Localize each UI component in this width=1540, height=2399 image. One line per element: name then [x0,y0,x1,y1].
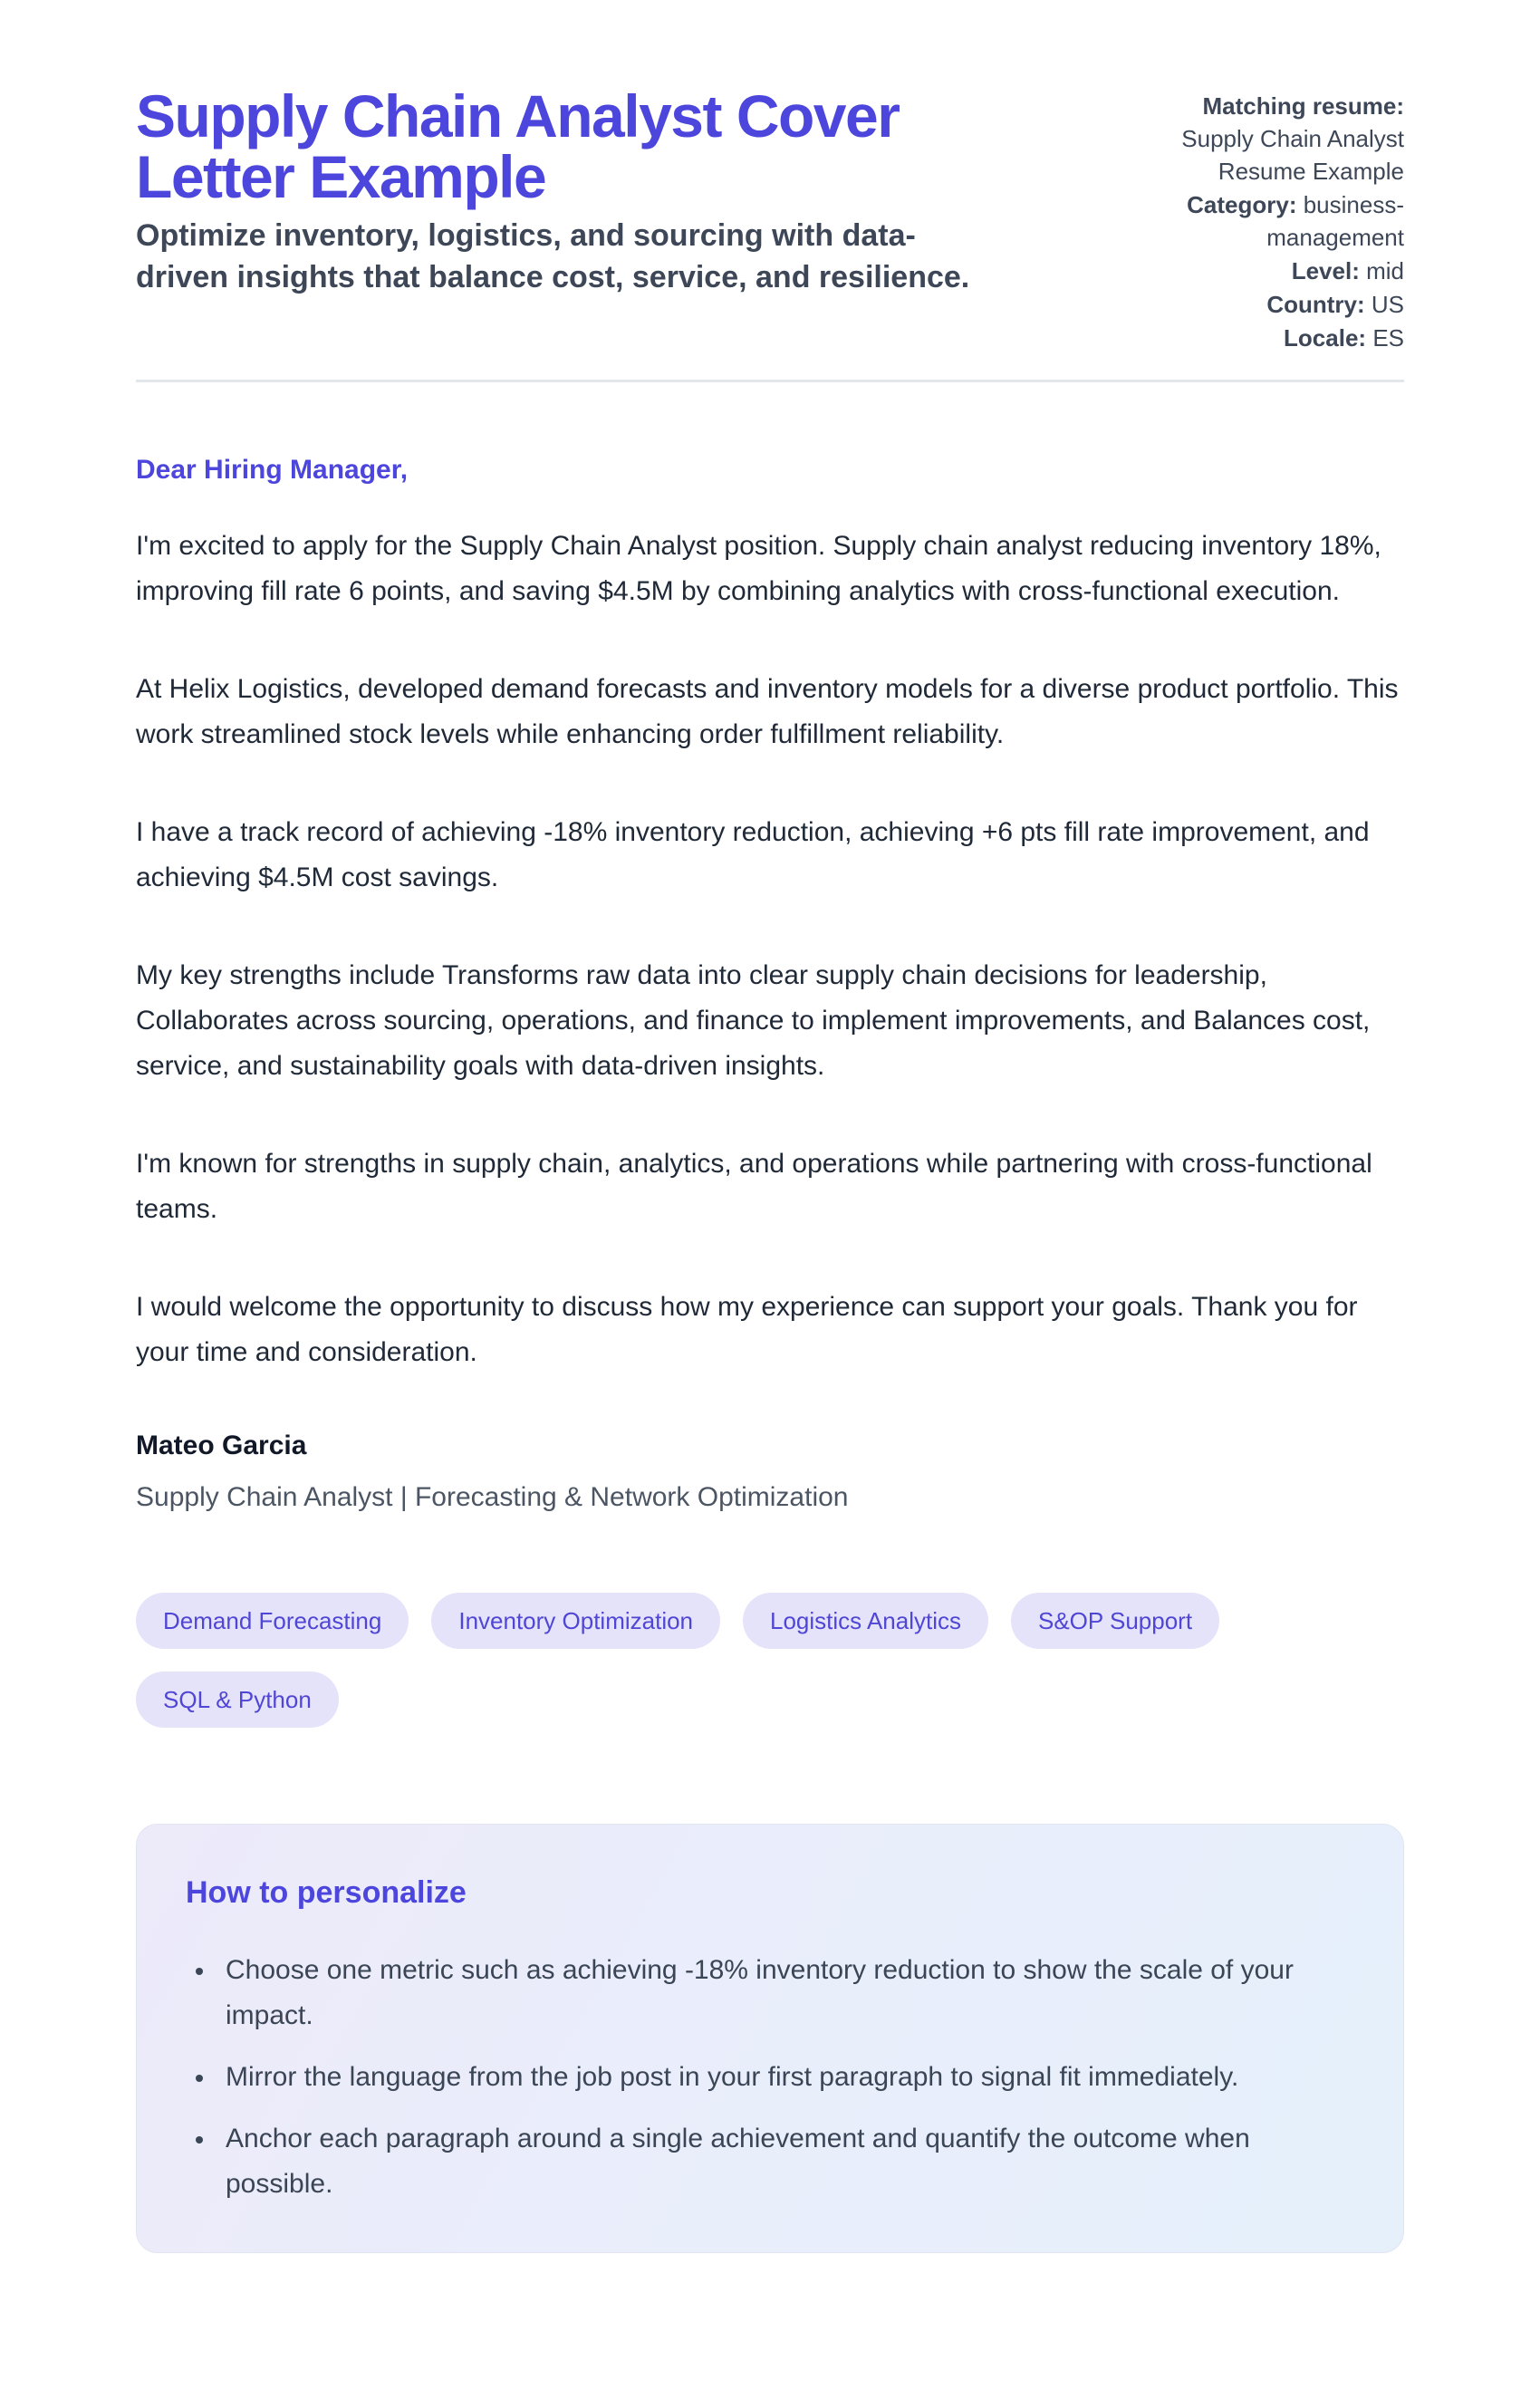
tips-card-title: How to personalize [186,1875,467,1910]
meta-value: Supply Chain Analyst Resume Example [1181,125,1404,185]
signature-role: Supply Chain Analyst | Forecasting & Network Optimization [136,1482,849,1512]
letter-paragraph: My key strengths include Transforms raw data into clear supply chain decisions for leadership, Collaborates across sourcing, operations, and finance to implement improvements, and Balances cost, service, and sustainability goals with data-driven insights. [136,960,1371,1081]
skill-tag-sop-support: S&OP Support [1011,1593,1219,1649]
meta-row-level [1152,255,1404,287]
header-divider [136,380,1404,382]
skill-tag-logistics-analytics: Logistics Analytics [743,1593,988,1649]
skill-tags-row [136,1593,1404,1728]
skill-tag-inventory-optimization: Inventory Optimization [431,1593,720,1649]
letter-paragraph: I'm excited to apply for the Supply Chain Analyst position. Supply chain analyst reducing inventory 18%, improving fill rate 6 points, and saving $4.5M by combining analytics with cross-functional execution. [136,531,1381,606]
letter-paragraph: I'm known for strengths in supply chain, analytics, and operations while partnering with cross-functional teams. [136,1149,1372,1224]
letter-paragraph: I would welcome the opportunity to discuss how my experience can support your goals. Thank you for your time and consideration. [136,1292,1358,1367]
meta-label: Level: [1291,257,1360,284]
tips-list-item: • Anchor each paragraph around a single achievement and quantify the outcome when possible. [217,2116,1354,2207]
meta-label: Country: [1266,291,1365,318]
meta-value: ES [1372,324,1404,352]
meta-row-country [1152,288,1404,321]
meta-value: US [1371,291,1404,318]
page-header [136,82,1404,355]
tips-list-item: • Mirror the language from the job post in your first paragraph to signal fit immediately. [217,2055,1354,2100]
letter-greeting: Dear Hiring Manager, [136,455,409,485]
meta-row-category [1152,188,1404,254]
meta-label: Matching resume: [1202,92,1404,120]
letter-body [136,452,1404,2253]
meta-label: Category: [1187,191,1297,218]
page-subtitle: Optimize inventory, logistics, and sourcing with data-driven insights that balance cost, service, and resilience. [136,218,970,294]
tips-list [186,1948,1354,2207]
skill-tag-sql-python: SQL & Python [136,1672,339,1728]
letter-paragraph: At Helix Logistics, developed demand forecasts and inventory models for a diverse product portfolio. This work streamlined stock levels while enhancing order fulfillment reliability. [136,674,1399,749]
meta-row-locale [1152,322,1404,354]
page-title: Supply Chain Analyst Cover Letter Example [136,82,900,210]
skill-tag-demand-forecasting: Demand Forecasting [136,1593,409,1649]
letter-paragraph: I have a track record of achieving -18% inventory reduction, achieving +6 pts fill rate improvement, and achieving $4.5M cost savings. [136,817,1370,892]
meta-value: business-management [1266,191,1404,251]
meta-row-matching-resume [1152,90,1404,188]
meta-value: mid [1366,257,1404,284]
resume-meta-panel [1152,86,1404,355]
how-to-personalize-card [136,1824,1404,2253]
meta-label: Locale: [1284,324,1367,352]
signature-name: Mateo Garcia [136,1431,307,1460]
tips-list-item: • Choose one metric such as achieving -18% inventory reduction to show the scale of your impact. [217,1948,1354,2038]
signature-block [136,1428,1404,1516]
header-title-block [136,82,987,298]
